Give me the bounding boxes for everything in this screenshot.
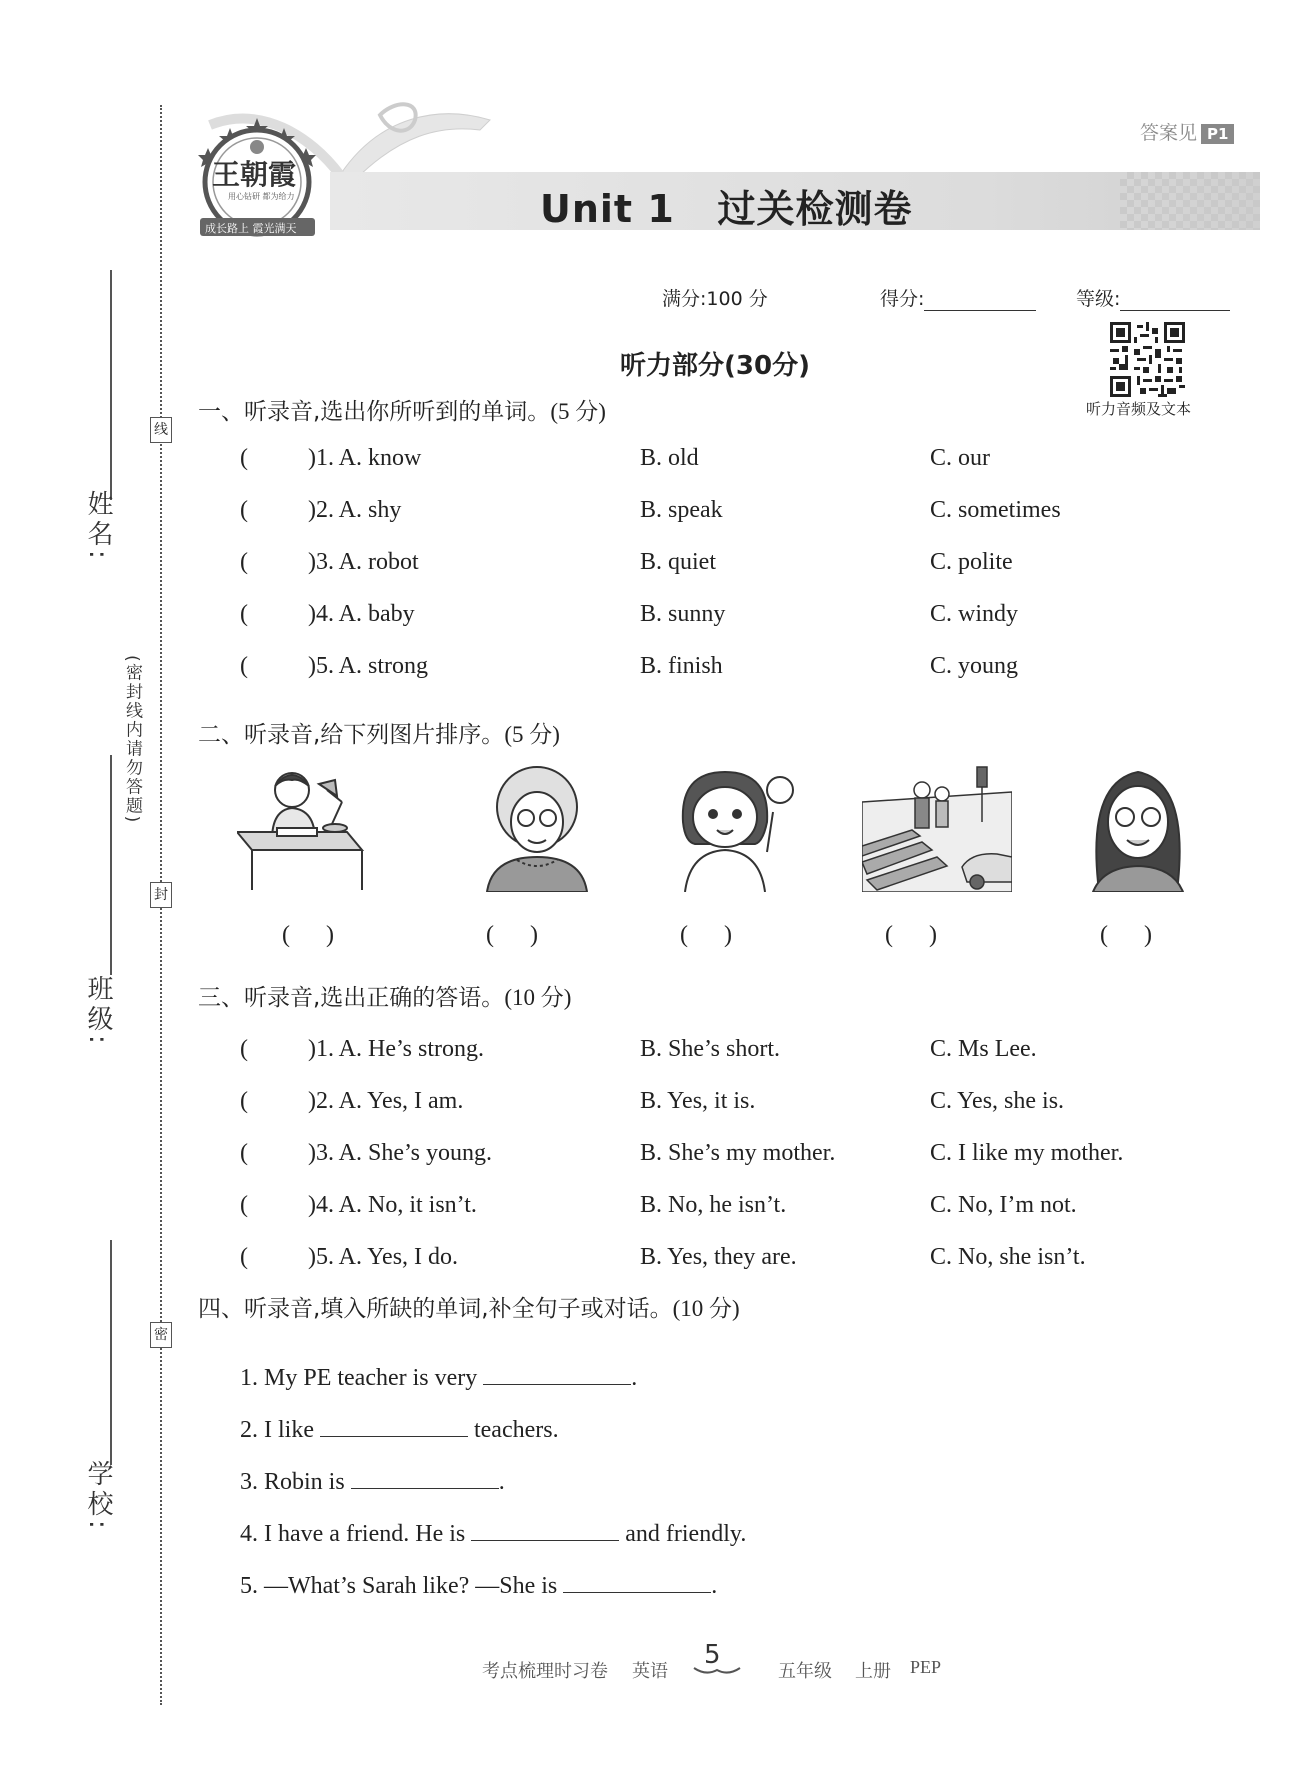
sentence-end: teachers.: [467, 1417, 559, 1443]
option-a: )3. A. robot: [308, 549, 419, 575]
option-c: C. sometimes: [930, 497, 1061, 523]
grade-field[interactable]: [1076, 284, 1230, 311]
sentence-start: 1. My PE teacher is very: [240, 1365, 484, 1391]
fill-sentence: [240, 1414, 559, 1444]
fill-sentence: [240, 1570, 717, 1600]
picture-order-blank[interactable]: ( ): [486, 922, 538, 948]
option-a: )4. A. baby: [308, 601, 415, 627]
picture-girl-with-idea: [655, 762, 805, 892]
answer-paren-open[interactable]: (: [240, 601, 248, 627]
answer-paren-open[interactable]: (: [240, 549, 248, 575]
sentence-start: 4. I have a friend. He is: [240, 1521, 472, 1547]
option-c: C. Ms Lee.: [930, 1036, 1037, 1062]
section1-title: 一、听录音,选出你所听到的单词。(5 分): [198, 399, 606, 425]
sentence-end: .: [631, 1365, 638, 1391]
score-blank[interactable]: [924, 288, 1036, 311]
binding-secret-char: 密: [150, 1322, 172, 1348]
answer-blank[interactable]: [471, 1518, 619, 1541]
banner-checker-pattern: [1120, 172, 1260, 230]
section2-title: 二、听录音,给下列图片排序。(5 分): [198, 722, 560, 748]
page-number-book-icon: [692, 1664, 742, 1678]
fill-sentence: [240, 1518, 746, 1548]
binding-line-char: 线: [150, 417, 172, 443]
fill-sentence: [240, 1362, 637, 1392]
option-c: C. I like my mother.: [930, 1140, 1124, 1166]
grade-label: 等级:: [1076, 288, 1121, 310]
option-b: B. She’s my mother.: [640, 1140, 836, 1166]
logo-ribbon-text: 成长路上 霞光满天: [205, 222, 297, 235]
score-field[interactable]: [880, 284, 1036, 311]
option-a: )5. A. Yes, I do.: [308, 1244, 459, 1270]
picture-grandmother: [462, 762, 612, 892]
option-c: C. No, I’m not.: [930, 1192, 1077, 1218]
option-b: B. She’s short.: [640, 1036, 781, 1062]
answer-blank[interactable]: [320, 1414, 468, 1437]
binding-seal-char: 封: [150, 882, 172, 908]
option-a: )4. A. No, it isn’t.: [308, 1192, 477, 1218]
footer-grade: 五年级: [778, 1661, 832, 1682]
name-label: 姓名:: [83, 490, 113, 563]
school-write-line: [110, 1240, 112, 1465]
option-a: )2. A. shy: [308, 497, 402, 523]
picture-order-blank[interactable]: ( ): [1100, 922, 1152, 948]
footer-edition: PEP: [910, 1657, 942, 1677]
option-a: )2. A. Yes, I am.: [308, 1088, 464, 1114]
option-b: B. sunny: [640, 601, 726, 627]
logo-motto: 用心钻研 都为给力: [228, 192, 295, 201]
sentence-start: 5. —What’s Sarah like? —She is: [240, 1573, 564, 1599]
name-write-line: [110, 270, 112, 500]
answer-page-badge: P1: [1201, 124, 1234, 144]
answer-paren-open[interactable]: (: [240, 1036, 248, 1062]
answer-blank[interactable]: [563, 1570, 711, 1593]
option-b: B. old: [640, 445, 699, 471]
logo-name: 王朝霞: [212, 158, 297, 191]
option-c: C. our: [930, 445, 990, 471]
answer-paren-open[interactable]: (: [240, 1088, 248, 1114]
option-b: B. Yes, they are.: [640, 1244, 797, 1270]
option-a: )3. A. She’s young.: [308, 1140, 493, 1166]
answer-paren-open[interactable]: (: [240, 653, 248, 679]
picture-woman-with-glasses: [1063, 762, 1213, 892]
class-label: 班级:: [83, 975, 113, 1048]
page-number: 5: [704, 1640, 721, 1670]
binding-notice: (密封线内请勿答题): [122, 655, 142, 825]
option-a: )1. A. He’s strong.: [308, 1036, 484, 1062]
option-c: C. Yes, she is.: [930, 1088, 1065, 1114]
option-b: B. Yes, it is.: [640, 1088, 756, 1114]
option-c: C. polite: [930, 549, 1013, 575]
class-write-line: [110, 755, 112, 975]
answer-reference: 答案见 P1: [1140, 118, 1234, 145]
option-c: C. young: [930, 653, 1019, 679]
option-a: )5. A. strong: [308, 653, 428, 679]
picture-student-at-desk: [237, 762, 387, 892]
answer-paren-open[interactable]: (: [240, 445, 248, 471]
option-c: C. No, she isn’t.: [930, 1244, 1086, 1270]
option-b: B. speak: [640, 497, 723, 523]
part-title: 听力部分(30分): [620, 351, 810, 381]
picture-order-blank[interactable]: ( ): [885, 922, 937, 948]
option-b: B. No, he isn’t.: [640, 1192, 787, 1218]
school-label: 学校:: [83, 1460, 113, 1533]
answer-paren-open[interactable]: (: [240, 1192, 248, 1218]
grade-blank[interactable]: [1120, 288, 1230, 311]
sentence-start: 2. I like: [240, 1417, 320, 1443]
option-b: B. finish: [640, 653, 723, 679]
footer-volume: 上册: [855, 1661, 891, 1682]
option-a: )1. A. know: [308, 445, 422, 471]
qr-code[interactable]: [1110, 322, 1185, 397]
answer-paren-open[interactable]: (: [240, 1244, 248, 1270]
qr-caption: 听力音频及文本: [1086, 400, 1192, 418]
section4-title: 四、听录音,填入所缺的单词,补全句子或对话。(10 分): [198, 1296, 740, 1322]
footer-book: 考点梳理时习卷: [482, 1661, 608, 1682]
picture-order-blank[interactable]: ( ): [282, 922, 334, 948]
sentence-start: 3. Robin is: [240, 1469, 351, 1495]
picture-order-blank[interactable]: ( ): [680, 922, 732, 948]
full-mark: 满分:100 分: [662, 288, 768, 310]
section3-title: 三、听录音,选出正确的答语。(10 分): [198, 985, 572, 1011]
picture-crossing-street: [862, 762, 1012, 892]
sentence-end: .: [711, 1573, 718, 1599]
answer-blank[interactable]: [483, 1362, 631, 1385]
answer-blank[interactable]: [351, 1466, 499, 1489]
answer-paren-open[interactable]: (: [240, 497, 248, 523]
sentence-end: and friendly.: [619, 1521, 747, 1547]
option-c: C. windy: [930, 601, 1019, 627]
fill-sentence: [240, 1466, 505, 1496]
page-title: Unit 1 过关检测卷: [540, 187, 913, 231]
footer-subject: 英语: [632, 1661, 668, 1682]
score-label: 得分:: [880, 288, 925, 310]
option-b: B. quiet: [640, 549, 716, 575]
sentence-end: .: [498, 1469, 505, 1495]
answer-paren-open[interactable]: (: [240, 1140, 248, 1166]
